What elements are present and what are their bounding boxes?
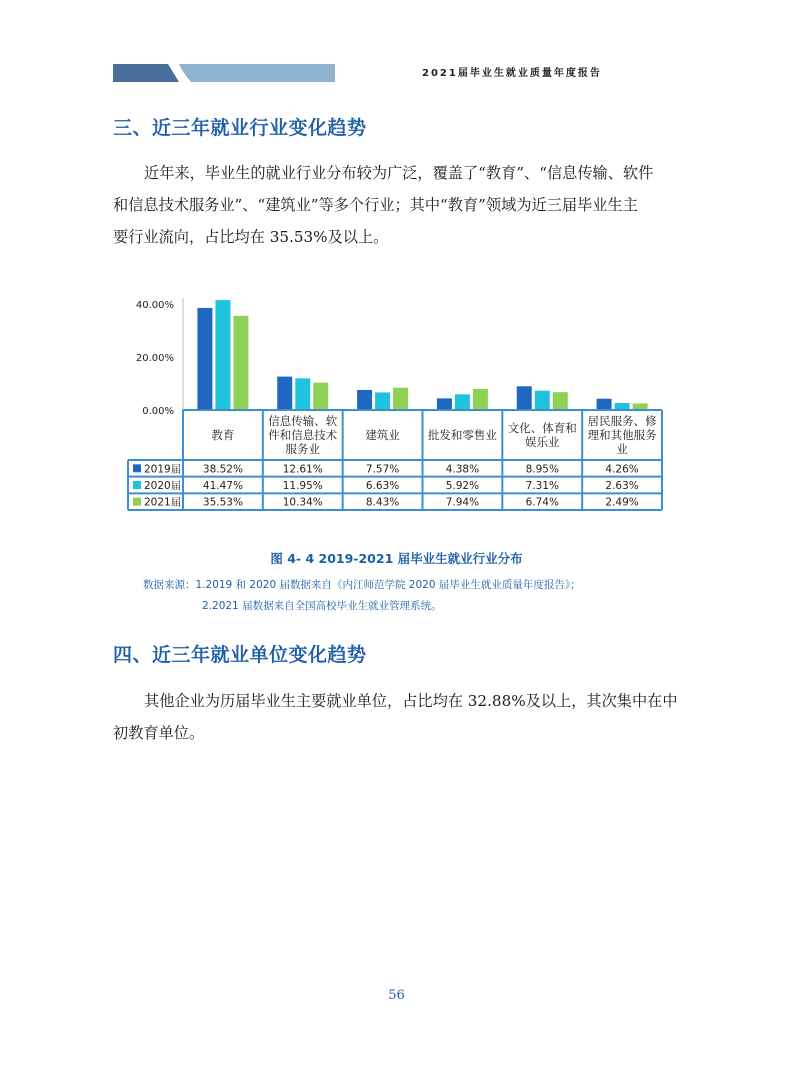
bar — [375, 392, 390, 410]
paragraph-line: 近年来，毕业生的就业行业分布较为广泛，覆盖了“教育”、“信息传输、软件 — [144, 164, 654, 182]
data-label: 8.95% — [525, 463, 559, 476]
data-label: 8.43% — [365, 496, 400, 509]
section-heading: 四、近三年就业单位变化趋势 — [113, 644, 367, 666]
figure-caption: 图 4- 4 2019-2021 届毕业生就业行业分布 — [270, 551, 523, 566]
category-label: 教育 — [211, 428, 235, 442]
bar — [437, 398, 452, 410]
category-label: 业 — [616, 442, 628, 456]
page-number: 56 — [388, 988, 405, 1003]
bar — [393, 388, 408, 410]
data-label: 5.92% — [445, 480, 480, 492]
legend-label: 2019届 — [144, 463, 182, 476]
bar — [313, 383, 328, 410]
data-label: 7.31% — [525, 480, 559, 492]
category-label: 娱乐业 — [525, 435, 560, 449]
data-label: 35.53% — [202, 496, 243, 509]
data-label: 38.52% — [202, 463, 243, 476]
section-paragraph — [113, 685, 693, 749]
y-tick-label: 40.00% — [135, 300, 174, 311]
data-label: 2.49% — [605, 496, 639, 509]
paragraph-line: 其他企业为历届毕业生主要就业单位，占比均在 32.88%及以上，其次集中在中 — [144, 692, 678, 710]
data-label: 4.38% — [445, 463, 480, 476]
bar — [473, 389, 488, 410]
section-paragraph — [113, 157, 693, 253]
data-label: 6.63% — [365, 480, 400, 492]
header-title: 2021届毕业生就业质量年度报告 — [422, 68, 602, 79]
chart-svg — [113, 280, 680, 530]
data-label: 2.63% — [605, 480, 639, 492]
y-tick-label: 0.00% — [142, 406, 174, 417]
bar — [197, 308, 212, 410]
legend-label: 2020届 — [144, 480, 182, 492]
bar — [233, 316, 248, 410]
bar — [357, 390, 372, 410]
category-label: 理和其他服务 — [587, 428, 657, 442]
paragraph-line: 和信息技术服务业”、“建筑业”等多个行业；其中“教育”领域为近三届毕业生主 — [113, 196, 638, 214]
category-label: 文化、体育和 — [507, 421, 577, 435]
paragraph-line: 要行业流向，占比均在 35.53%及以上。 — [113, 228, 389, 246]
bar — [615, 403, 630, 410]
paragraph-line: 初教育单位。 — [113, 724, 205, 742]
data-label: 7.57% — [365, 463, 400, 476]
category-label: 服务业 — [285, 442, 320, 456]
bar — [455, 394, 470, 410]
data-label: 41.47% — [202, 480, 243, 492]
figure-source-line: 数据来源：1.2019 和 2020 届数据来自《内江师范学院 2020 届毕业生就业质量年度报告》； — [143, 579, 581, 591]
y-tick-label: 20.00% — [135, 353, 174, 364]
category-label: 件和信息技术 — [268, 428, 338, 442]
bar — [597, 399, 612, 410]
category-label: 居民服务、修 — [587, 414, 657, 428]
category-label: 建筑业 — [365, 428, 400, 442]
header-decoration — [113, 64, 335, 82]
bar-chart — [113, 280, 680, 530]
bar — [277, 377, 292, 410]
legend-key — [133, 464, 141, 472]
bar — [535, 391, 550, 410]
bar — [215, 300, 230, 410]
category-label: 信息传输、软 — [268, 414, 338, 428]
category-label: 批发和零售业 — [427, 428, 497, 442]
bar — [553, 392, 568, 410]
data-label: 10.34% — [282, 496, 323, 509]
data-label: 7.94% — [445, 496, 480, 509]
bar — [517, 386, 532, 410]
legend-label: 2021届 — [144, 496, 182, 509]
bar — [295, 378, 310, 410]
section-heading: 三、近三年就业行业变化趋势 — [113, 117, 367, 139]
data-label: 4.26% — [605, 463, 639, 476]
data-label: 12.61% — [282, 463, 323, 476]
legend-key — [133, 498, 141, 506]
data-label: 6.74% — [525, 496, 559, 509]
data-label: 11.95% — [282, 480, 323, 492]
legend-key — [133, 481, 141, 489]
figure-source-line: 2.2021 届数据来自全国高校毕业生就业管理系统。 — [202, 600, 442, 612]
